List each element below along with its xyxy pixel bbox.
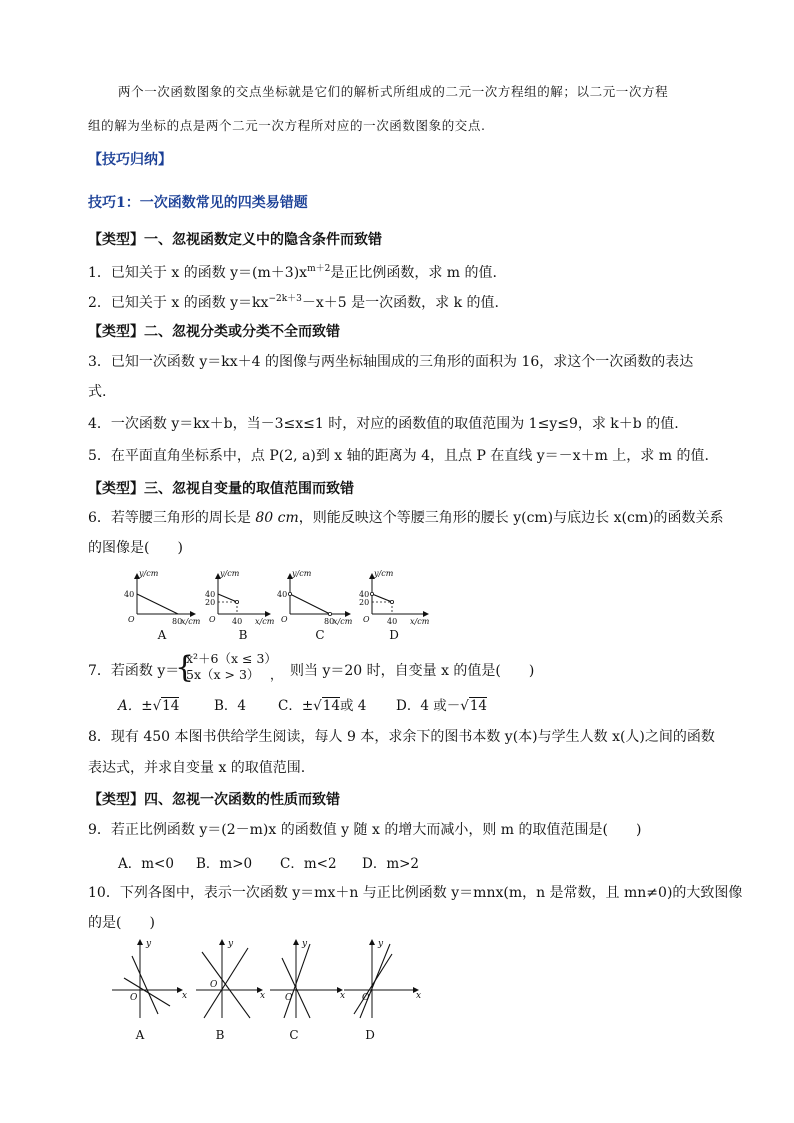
- q1-text-a: 1．已知关于 x 的函数 y＝(m＋3)x: [88, 265, 308, 281]
- q7-prefix: 7．若函数 y＝: [88, 663, 180, 679]
- q6a-y-label: y/cm: [139, 569, 159, 578]
- q6b-x-label: x/cm: [255, 617, 275, 626]
- q9-option-a: A．m<0: [118, 856, 174, 872]
- q7-option-c: C．±√14或 4: [278, 698, 367, 714]
- q10-graphs: [110, 934, 430, 1026]
- q10-graph-a: [112, 939, 187, 1018]
- q7-comma: ，: [270, 667, 283, 682]
- q9-option-c: C．m<2: [280, 856, 337, 872]
- q10c-y: y: [302, 939, 308, 949]
- q10c-o: O: [285, 993, 293, 1003]
- q6c-tick-40: 40: [277, 590, 288, 599]
- q6-caption-c: C: [315, 628, 325, 642]
- q7-option-a: A．±√14: [118, 698, 180, 714]
- q6b-tick-40x: 40: [232, 617, 243, 626]
- q6b-tick-40: 40: [205, 590, 216, 599]
- q6-graph-a: [124, 569, 201, 626]
- question-8-line-1: 8．现有 450 本图书供给学生阅读，每人 9 本，求余下的图书本数 y(本)与学生人数 x(人)之间的函数: [88, 729, 715, 745]
- q10-caption-c: C: [289, 1028, 299, 1042]
- q7-c-tail: 或 4: [339, 698, 367, 714]
- q6b-origin: O: [209, 615, 216, 624]
- q10-graph-c: [270, 939, 345, 1018]
- q6d-tick-40x: 40: [387, 617, 398, 626]
- q6c-y-label: y/cm: [292, 569, 312, 578]
- q10b-o: O: [210, 980, 218, 990]
- q10d-x: x: [416, 991, 422, 1001]
- q1-exponent: m＋2: [307, 264, 331, 274]
- type-heading-4: 【类型】四、忽视一次函数的性质而致错: [88, 792, 340, 808]
- question-3-line-2: 式.: [88, 384, 107, 400]
- q6d-tick-20: 20: [359, 598, 370, 607]
- q10-graph-d: [344, 939, 421, 1018]
- q6-graph-b: [205, 569, 275, 626]
- question-6-line-2: 的图像是( ): [88, 540, 183, 556]
- q6-graph-c: [277, 569, 353, 626]
- q10-caption-b: B: [215, 1028, 225, 1042]
- question-2: [88, 289, 499, 313]
- q6-graph-d: [359, 569, 430, 626]
- q6a-origin: O: [128, 615, 135, 624]
- q6d-y-label: y/cm: [374, 569, 394, 578]
- q10-caption-a: A: [135, 1028, 145, 1042]
- q9-option-d: D．m>2: [362, 856, 420, 872]
- q7-d-radicand: 14: [469, 698, 488, 714]
- q7-option-d: D．4 或－√14: [396, 698, 488, 714]
- q6c-x-label: x/cm: [333, 617, 353, 626]
- q6-caption-d: D: [389, 628, 399, 642]
- question-9: 9．若正比例函数 y＝(2－m)x 的函数值 y 随 x 的增大而减小，则 m 的取值范围是( ): [88, 822, 642, 838]
- q6-graphs: [110, 566, 450, 630]
- q2-exponent: −2k＋3: [268, 294, 302, 304]
- question-8-line-2: 表达式，并求自变量 x 的取值范围.: [88, 760, 306, 776]
- q7-brace: {: [175, 650, 195, 685]
- q2-text-b: －x＋5 是一次函数，求 k 的值.: [301, 295, 499, 311]
- q6c-origin: O: [281, 615, 288, 624]
- q10b-x: x: [260, 991, 266, 1001]
- q6-text-a: 6．若等腰三角形的周长是: [88, 510, 256, 526]
- q6a-x-label: x/cm: [181, 617, 201, 626]
- q6-caption-b: B: [238, 628, 248, 642]
- tip-title: 技巧1：一次函数常见的四类易错题: [88, 195, 308, 211]
- section-heading: 【技巧归纳】: [88, 152, 172, 168]
- q6b-tick-20: 20: [205, 598, 216, 607]
- intro-line-1: 两个一次函数图象的交点坐标就是它们的解析式所组成的二元一次方程组的解；以二元一次方程: [118, 84, 669, 99]
- q10a-y: y: [146, 939, 152, 949]
- q7-c-label: C．±: [278, 698, 314, 714]
- q7-a-radicand: 14: [162, 698, 180, 714]
- type-heading-3: 【类型】三、忽视自变量的取值范围而致错: [88, 481, 354, 497]
- question-5: 5．在平面直角坐标系中，点 P(2, a)到 x 轴的距离为 4，且点 P 在直线 y＝－x＋m 上，求 m 的值.: [88, 448, 709, 464]
- q7-option-b: B．4: [214, 698, 247, 714]
- q7-c-radicand: 14: [322, 698, 340, 714]
- q7-case-1: x²＋6（x ≤ 3）: [186, 651, 277, 666]
- question-4: 4．一次函数 y＝kx＋b，当－3≤x≤1 时，对应的函数值的取值范围为 1≤y≤9，求 k＋b 的值.: [88, 416, 679, 432]
- q10d-o: O: [362, 993, 370, 1003]
- question-6-line-1: [88, 508, 724, 528]
- type-heading-1: 【类型】一、忽视函数定义中的隐含条件而致错: [88, 232, 382, 248]
- q7-case-2: 5x（x > 3）: [186, 667, 260, 682]
- q10b-y: y: [228, 939, 234, 949]
- type-heading-2: 【类型】二、忽视分类或分类不全而致错: [88, 324, 340, 340]
- q7-suffix: 则当 y＝20 时，自变量 x 的值是( ): [290, 663, 535, 679]
- q6d-tick-40: 40: [359, 590, 370, 599]
- question-1: [88, 259, 497, 283]
- q10d-y: y: [378, 939, 384, 949]
- q6b-y-label: y/cm: [220, 569, 240, 578]
- q6c-tick-80: 80: [324, 617, 335, 626]
- q10a-x: x: [182, 991, 188, 1001]
- question-3-line-1: 3．已知一次函数 y＝kx＋4 的图像与两坐标轴围成的三角形的面积为 16，求这个一次函数的表达: [88, 354, 694, 370]
- q2-text-a: 2．已知关于 x 的函数 y＝kx: [88, 295, 269, 311]
- q6-perimeter: 80 cm: [255, 510, 299, 526]
- q6d-x-label: x/cm: [410, 617, 430, 626]
- q1-text-b: 是正比例函数，求 m 的值.: [330, 265, 497, 281]
- q10a-o: O: [130, 993, 138, 1003]
- q6a-tick-80: 80: [172, 617, 183, 626]
- q6a-tick-40: 40: [124, 590, 135, 599]
- q6-caption-a: A: [157, 628, 167, 642]
- q10-caption-d: D: [365, 1028, 375, 1042]
- q7-a-label: A．±: [118, 698, 153, 714]
- q10-graph-b: [196, 939, 265, 1018]
- intro-line-2: 组的解为坐标的点是两个二元一次方程所对应的一次函数图象的交点.: [88, 118, 486, 133]
- question-10-line-2: 的是( ): [88, 915, 155, 931]
- q6-text-c: ，则能反映这个等腰三角形的腰长 y(cm)与底边长 x(cm)的函数关系: [298, 510, 724, 526]
- q10c-x: x: [340, 991, 346, 1001]
- q6d-origin: O: [363, 615, 370, 624]
- q7-d-label: D．4 或－: [396, 698, 461, 714]
- question-10-line-1: 10．下列各图中，表示一次函数 y＝mx＋n 与正比例函数 y＝mnx(m，n 是常数，且 mn≠0)的大致图像: [88, 885, 743, 901]
- q9-option-b: B．m>0: [196, 856, 253, 872]
